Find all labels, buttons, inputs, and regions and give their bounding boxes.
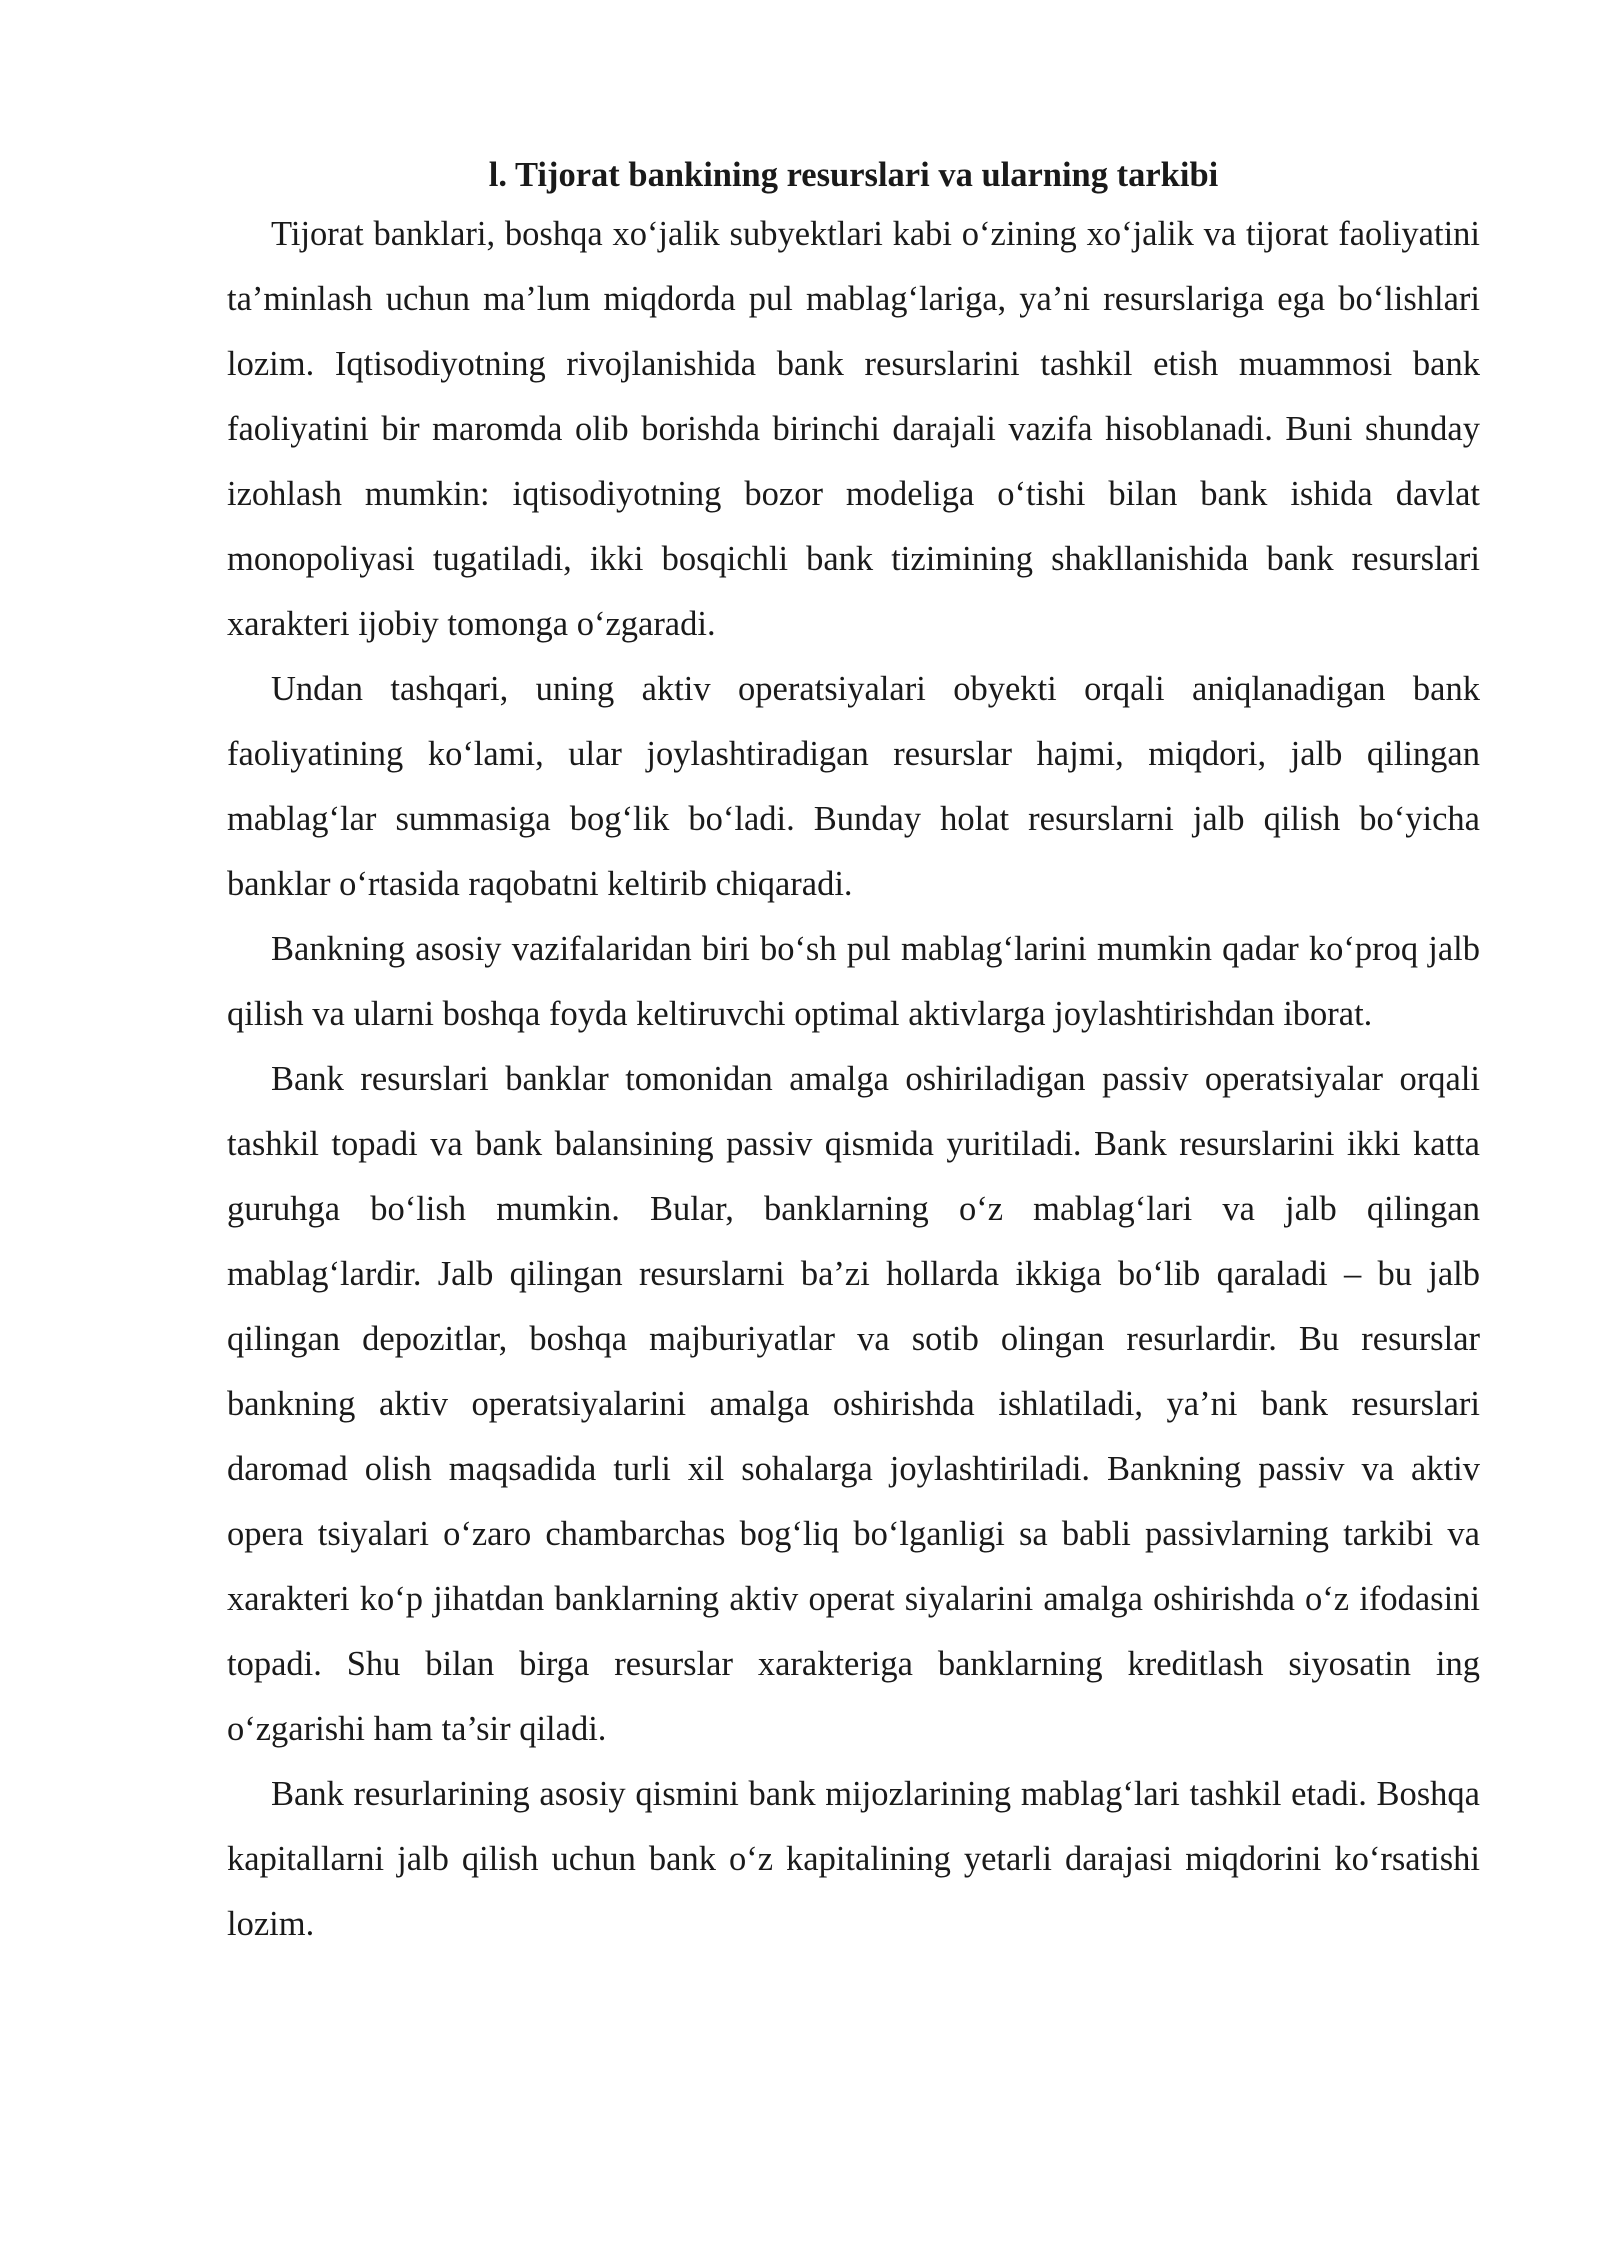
document-body	[227, 148, 1480, 1957]
paragraph-4: Bank resurslari banklar tomonidan amalga oshiriladigan passiv operatsiyalar orqali tashkil topadi va bank balansining passiv qismida yuritiladi. Bank resurslarini ikki katta guruhga bo‘lish mumkin. Bular, banklarning o‘z mablag‘lari va jalb qilingan mablag‘lardir. Jalb qilingan resurslarni ba’zi hollarda ikkiga bo‘lib qaraladi – bu jalb qilingan depozitlar, boshqa majburiyatlar va sotib olingan resurlardir. Bu resurslar bankning aktiv operatsiyalarini amalga oshirishda ishlatiladi, ya’ni bank resurslari daromad olish maqsadida turli xil sohalarga joylashtiriladi. Bankning passiv va aktiv opera tsiyalari o‘zaro chambarchas bog‘liq bo‘lganligi sa babli passivlarning tarkibi va xarakteri ko‘p jihatdan banklarning aktiv operat siyalarini amalga oshirishda o‘z ifodasini topadi. Shu bilan birga resurslar xarakteriga banklarning kreditlash siyosatin ing o‘zgarishi ham ta’sir qiladi.	[227, 1060, 1480, 1748]
paragraph-3: Bankning asosiy vazifalaridan biri bo‘sh pul mablag‘larini mumkin qadar ko‘proq jalb qilish va ularni boshqa foyda keltiruvchi optimal aktivlarga joylashtirishdan iborat.	[227, 930, 1480, 1033]
section-title: l. Tijorat bankining resurslari va ularning tarkibi	[488, 156, 1219, 194]
paragraph-5: Bank resurlarining asosiy qismini bank mijozlarining mablag‘lari tashkil etadi. Boshqa kapitallarni jalb qilish uchun bank o‘z kapitalining yetarli darajasi miqdorini ko‘rsatishi lozim.	[227, 1775, 1480, 1943]
paragraph-2: Undan tashqari, uning aktiv operatsiyalari obyekti orqali aniqlanadigan bank faoliyatining ko‘lami, ular joylashtiradigan resurslar hajmi, miqdori, jalb qilingan mablag‘lar summasiga bog‘lik bo‘ladi. Bunday holat resurslarni jalb qilish bo‘yicha banklar o‘rtasida raqobatni keltirib chiqaradi.	[227, 670, 1480, 903]
paragraph-1: Tijorat banklari, boshqa xo‘jalik subyektlari kabi o‘zining xo‘jalik va tijorat faoliyatini ta’minlash uchun ma’lum miqdorda pul mablag‘lariga, ya’ni resurslariga ega bo‘lishlari lozim. Iqtisodiyotning rivojlanishida bank resurslarini tashkil etish muammosi bank faoliyatini bir maromda olib borishda birinchi darajali vazifa hisoblanadi. Buni shunday izohlash mumkin: iqtisodiyotning bozor modeliga o‘tishi bilan bank ishida davlat monopoliyasi tugatiladi, ikki bosqichli bank tizimining shakllanishida bank resurslari xarakteri ijobiy tomonga o‘zgaradi.	[227, 215, 1480, 643]
